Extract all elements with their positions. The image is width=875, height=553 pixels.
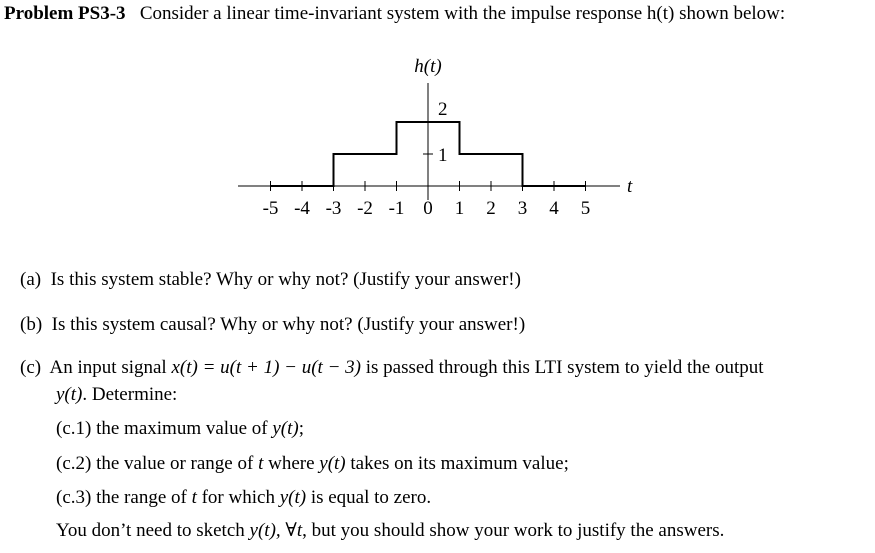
question-c3-pre: the range of — [91, 487, 192, 508]
question-b-text: Is this system causal? Why or why not? (Justify your answer!) — [51, 314, 526, 335]
x-tick-label: 3 — [517, 198, 528, 219]
question-a-label: (a) — [20, 269, 42, 290]
question-c2-pre: the value or range of — [91, 453, 259, 474]
question-c2 — [56, 452, 569, 476]
question-c1-math: y(t) — [272, 418, 299, 439]
question-c-output: y(t) — [56, 384, 83, 405]
question-c1-label: (c.1) — [56, 418, 92, 439]
question-c-note — [56, 519, 724, 543]
question-c2-math2: y(t) — [319, 453, 346, 474]
question-c1-post: ; — [298, 418, 304, 439]
question-c-line2-post: . Determine: — [82, 384, 178, 405]
question-c-note-pre: You don’t need to sketch — [56, 520, 250, 541]
question-c2-mid: where — [263, 453, 320, 474]
x-tick-label: -3 — [325, 198, 342, 219]
question-c-line1-post: is passed through this LTI system to yield the output — [361, 357, 764, 378]
question-b-label: (b) — [20, 314, 43, 335]
question-a — [20, 268, 521, 292]
y-tick-label-1: 1 — [438, 145, 448, 166]
x-tick-label: -1 — [388, 198, 405, 219]
x-tick-labels — [263, 198, 591, 219]
question-c1 — [56, 417, 304, 441]
question-c3-post: is equal to zero. — [306, 487, 432, 508]
question-c2-label: (c.2) — [56, 453, 92, 474]
question-c3 — [56, 486, 431, 510]
x-tick-label: 4 — [549, 198, 559, 219]
question-c-line1-pre: An input signal — [49, 357, 172, 378]
question-c3-math2: y(t) — [279, 487, 307, 508]
x-tick-label: -4 — [294, 198, 310, 219]
x-tick-label: 2 — [486, 198, 496, 219]
question-c-note-math: y(t), ∀t — [249, 520, 303, 541]
question-c3-mid: for which — [196, 487, 280, 508]
question-c — [20, 356, 764, 380]
question-c3-math1: t — [191, 487, 197, 508]
y-tick-label-2: 2 — [438, 99, 448, 120]
question-a-text: Is this system stable? Why or why not? (Justify your answer!) — [50, 269, 521, 290]
question-c-note-post: , but you should show your work to justify the answers. — [302, 520, 725, 541]
y-axis-label: h(t) — [414, 56, 442, 77]
question-c3-label: (c.3) — [56, 487, 92, 508]
question-c-line2 — [56, 383, 177, 407]
impulse-response-plot — [0, 40, 875, 275]
x-tick-label: 5 — [580, 198, 591, 219]
x-tick-label: -5 — [262, 198, 279, 219]
problem-header — [4, 2, 785, 26]
question-c-input-signal: x(t) = u(t + 1) − u(t − 3) — [171, 357, 361, 378]
question-c2-math1: t — [258, 453, 264, 474]
problem-label: Problem PS3-3 — [4, 3, 126, 24]
question-b — [20, 313, 525, 337]
question-c2-post: takes on its maximum value; — [345, 453, 569, 474]
x-tick-label: 1 — [454, 198, 465, 219]
x-axis-label: t — [627, 176, 633, 197]
x-tick-label: 0 — [423, 198, 433, 219]
question-c-label: (c) — [20, 357, 42, 378]
problem-statement: Consider a linear time-invariant system with the impulse response h(t) shown below: — [139, 3, 786, 24]
x-tick-label: -2 — [357, 198, 373, 219]
question-c1-pre: the maximum value of — [91, 418, 273, 439]
